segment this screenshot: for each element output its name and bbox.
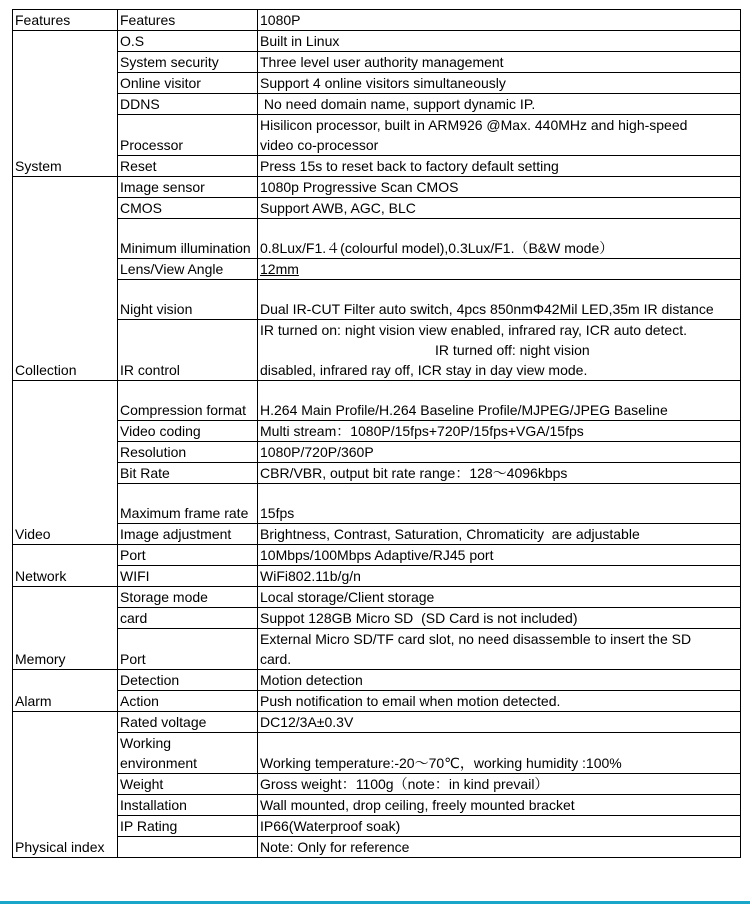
- table-row: [13, 712, 741, 733]
- table-row: [13, 31, 741, 52]
- row-value: Note: Only for reference: [258, 837, 741, 858]
- table-row: [13, 608, 741, 629]
- row-value: External Micro SD/TF card slot, no need disassemble to insert the SD card.: [258, 629, 741, 670]
- row-label: Port: [118, 629, 258, 670]
- row-label: Resolution: [118, 442, 258, 463]
- row-label: Weight: [118, 774, 258, 795]
- table-row: [13, 774, 741, 795]
- row-label: IP Rating: [118, 816, 258, 837]
- row-value: Push notification to email when motion detected.: [258, 691, 741, 712]
- table-row: [13, 484, 741, 524]
- row-label: Rated voltage: [118, 712, 258, 733]
- row-value: Support AWB, AGC, BLC: [258, 198, 741, 219]
- table-row: [13, 524, 741, 545]
- row-label: Bit Rate: [118, 463, 258, 484]
- table-row: [13, 259, 741, 280]
- row-value: Brightness, Contrast, Saturation, Chromaticity are adjustable: [258, 524, 741, 545]
- table-row: [13, 816, 741, 837]
- row-label: Processor: [118, 115, 258, 156]
- row-label: Port: [118, 545, 258, 566]
- row-label: IR control: [118, 320, 258, 381]
- row-value: Working temperature:-20～70℃，working humidity :100%: [258, 733, 741, 774]
- group-video: Video: [13, 381, 118, 545]
- row-value: Multi stream：1080P/15fps+720P/15fps+VGA/15fps: [258, 421, 741, 442]
- row-value: DC12/3A±0.3V: [258, 712, 741, 733]
- table-row: [13, 670, 741, 691]
- row-value: 10Mbps/100Mbps Adaptive/RJ45 port: [258, 545, 741, 566]
- row-label: Compression format: [118, 381, 258, 421]
- row-label: System security: [118, 52, 258, 73]
- table-row: [13, 691, 741, 712]
- row-label: [118, 837, 258, 858]
- table-row: [13, 566, 741, 587]
- row-label: Installation: [118, 795, 258, 816]
- table-row: [13, 381, 741, 421]
- row-value: Support 4 online visitors simultaneously: [258, 73, 741, 94]
- table-row: [13, 837, 741, 858]
- row-label: Features: [118, 10, 258, 31]
- table-row: [13, 73, 741, 94]
- table-row: [13, 733, 741, 774]
- table-row: [13, 421, 741, 442]
- row-label: card: [118, 608, 258, 629]
- group-alarm: Alarm: [13, 670, 118, 712]
- row-label: CMOS: [118, 198, 258, 219]
- row-value: IR turned on: night vision view enabled, infrared ray, ICR auto detect. IR turned off: night vision disabled, infrared ray off, ICR stay in day view mode.: [258, 320, 741, 381]
- row-value: Motion detection: [258, 670, 741, 691]
- group-collection: Collection: [13, 177, 118, 381]
- row-value: Suppot 128GB Micro SD (SD Card is not included): [258, 608, 741, 629]
- row-value: 1080P: [258, 10, 741, 31]
- table-row: [13, 177, 741, 198]
- table-row: [13, 219, 741, 259]
- lens-value: 12mm: [260, 261, 299, 277]
- row-value: Built in Linux: [258, 31, 741, 52]
- row-value: H.264 Main Profile/H.264 Baseline Profile/MJPEG/JPEG Baseline: [258, 381, 741, 421]
- group-physical-index: Physical index: [13, 712, 118, 858]
- table-row: [13, 94, 741, 115]
- row-value: WiFi802.11b/g/n: [258, 566, 741, 587]
- row-label: Minimum illumination: [118, 219, 258, 259]
- table-row: [13, 115, 741, 156]
- row-label: DDNS: [118, 94, 258, 115]
- bottom-divider: [0, 901, 750, 904]
- table-row: [13, 52, 741, 73]
- row-label: Action: [118, 691, 258, 712]
- table-row: [13, 156, 741, 177]
- table-row: [13, 463, 741, 484]
- row-value: Local storage/Client storage: [258, 587, 741, 608]
- table-row: [13, 280, 741, 320]
- row-value: 1080p Progressive Scan CMOS: [258, 177, 741, 198]
- table-row: [13, 198, 741, 219]
- row-label: Night vision: [118, 280, 258, 320]
- row-label: Online visitor: [118, 73, 258, 94]
- row-value: [258, 259, 741, 280]
- table-row: [13, 320, 741, 381]
- row-value: Dual IR-CUT Filter auto switch, 4pcs 850nmΦ42Mil LED,35m IR distance: [258, 280, 741, 320]
- row-label: Detection: [118, 670, 258, 691]
- table-row: [13, 442, 741, 463]
- row-label: WIFI: [118, 566, 258, 587]
- row-value: Hisilicon processor, built in ARM926 @Max. 440MHz and high-speed video co-processor: [258, 115, 741, 156]
- row-label: Storage mode: [118, 587, 258, 608]
- row-value: No need domain name, support dynamic IP.: [258, 94, 741, 115]
- row-label: Reset: [118, 156, 258, 177]
- table-row: [13, 545, 741, 566]
- row-label: Maximum frame rate: [118, 484, 258, 524]
- spec-table: [12, 9, 741, 858]
- row-label: Image adjustment: [118, 524, 258, 545]
- row-value: Wall mounted, drop ceiling, freely mounted bracket: [258, 795, 741, 816]
- row-label: Image sensor: [118, 177, 258, 198]
- row-value: 0.8Lux/F1.４(colourful model),0.3Lux/F1.（B&W mode）: [258, 219, 741, 259]
- row-value: Three level user authority management: [258, 52, 741, 73]
- group-features: Features: [13, 10, 118, 31]
- table-row: [13, 587, 741, 608]
- row-value: Press 15s to reset back to factory default setting: [258, 156, 741, 177]
- row-value: 15fps: [258, 484, 741, 524]
- group-memory: Memory: [13, 587, 118, 670]
- group-system: System: [13, 31, 118, 177]
- group-network: Network: [13, 545, 118, 587]
- table-row: [13, 10, 741, 31]
- row-value: IP66(Waterproof soak): [258, 816, 741, 837]
- row-value: 1080P/720P/360P: [258, 442, 741, 463]
- row-label: Video coding: [118, 421, 258, 442]
- row-value: CBR/VBR, output bit rate range：128～4096kbps: [258, 463, 741, 484]
- row-label: Lens/View Angle: [118, 259, 258, 280]
- table-row: [13, 629, 741, 670]
- row-value: Gross weight：1100g（note：in kind prevail）: [258, 774, 741, 795]
- row-label: O.S: [118, 31, 258, 52]
- row-label: Working environment: [118, 733, 258, 774]
- table-row: [13, 795, 741, 816]
